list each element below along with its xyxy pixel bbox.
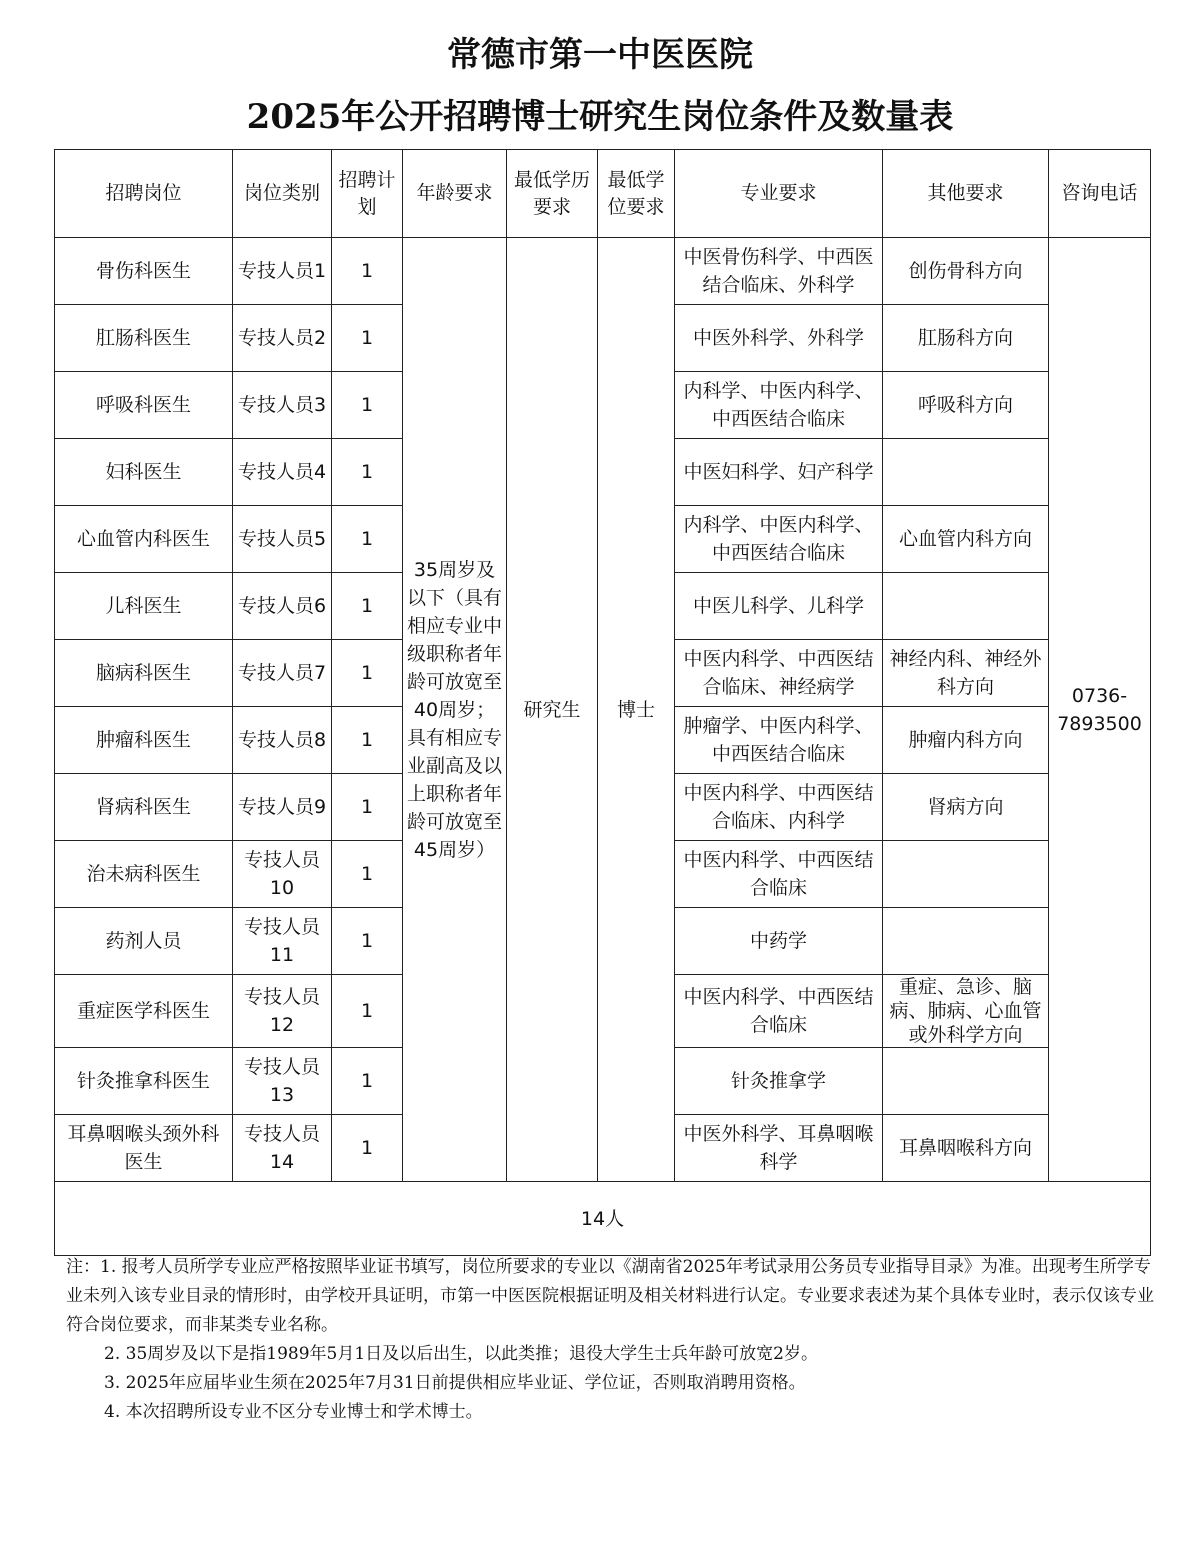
header-phone: 咨询电话 (1049, 150, 1151, 238)
cell-plan: 1 (332, 1048, 403, 1115)
cell-position: 针灸推拿科医生 (55, 1048, 233, 1115)
cell-position: 肿瘤科医生 (55, 707, 233, 774)
cell-category: 专技人员4 (233, 439, 332, 506)
cell-category: 专技人员5 (233, 506, 332, 573)
cell-age-requirement: 35周岁及以下（具有相应专业中级职称者年龄可放宽至40周岁；具有相应专业副高及以上职称者年龄可放宽至45周岁） (403, 238, 507, 1182)
header-degree: 最低学位要求 (598, 150, 675, 238)
note-4: 4. 本次招聘所设专业不区分专业博士和学术博士。 (104, 1402, 483, 1422)
cell-plan: 1 (332, 238, 403, 305)
cell-major: 中医外科学、耳鼻咽喉科学 (675, 1115, 883, 1182)
cell-plan: 1 (332, 975, 403, 1048)
cell-position: 重症医学科医生 (55, 975, 233, 1048)
header-category: 岗位类别 (233, 150, 332, 238)
cell-other: 肿瘤内科方向 (883, 707, 1049, 774)
cell-plan: 1 (332, 573, 403, 640)
cell-category: 专技人员7 (233, 640, 332, 707)
cell-plan: 1 (332, 372, 403, 439)
cell-other (883, 908, 1049, 975)
cell-category: 专技人员12 (233, 975, 332, 1048)
cell-other (883, 1048, 1049, 1115)
cell-category: 专技人员13 (233, 1048, 332, 1115)
table-row (55, 238, 1151, 305)
cell-plan: 1 (332, 439, 403, 506)
cell-major: 内科学、中医内科学、中西医结合临床 (675, 372, 883, 439)
cell-position: 妇科医生 (55, 439, 233, 506)
cell-plan: 1 (332, 640, 403, 707)
cell-other: 心血管内科方向 (883, 506, 1049, 573)
header-other: 其他要求 (883, 150, 1049, 238)
cell-position: 药剂人员 (55, 908, 233, 975)
cell-other (883, 573, 1049, 640)
table-body (55, 238, 1151, 1256)
cell-category: 专技人员8 (233, 707, 332, 774)
cell-major: 中医妇科学、妇产科学 (675, 439, 883, 506)
cell-other (883, 841, 1049, 908)
cell-degree-requirement: 博士 (598, 238, 675, 1182)
cell-major: 针灸推拿学 (675, 1048, 883, 1115)
cell-plan: 1 (332, 774, 403, 841)
total-row (55, 1182, 1151, 1256)
cell-position: 骨伤科医生 (55, 238, 233, 305)
cell-category: 专技人员6 (233, 573, 332, 640)
cell-plan: 1 (332, 707, 403, 774)
cell-education-requirement: 研究生 (507, 238, 598, 1182)
cell-position: 耳鼻咽喉头颈外科医生 (55, 1115, 233, 1182)
header-row (55, 150, 1151, 238)
cell-major: 肿瘤学、中医内科学、中西医结合临床 (675, 707, 883, 774)
cell-position: 治未病科医生 (55, 841, 233, 908)
cell-category: 专技人员11 (233, 908, 332, 975)
cell-other (883, 439, 1049, 506)
cell-other: 肾病方向 (883, 774, 1049, 841)
cell-major: 中医内科学、中西医结合临床、神经病学 (675, 640, 883, 707)
cell-position: 心血管内科医生 (55, 506, 233, 573)
cell-category: 专技人员14 (233, 1115, 332, 1182)
cell-category: 专技人员3 (233, 372, 332, 439)
header-position: 招聘岗位 (55, 150, 233, 238)
cell-position: 脑病科医生 (55, 640, 233, 707)
cell-major: 中医骨伤科学、中西医结合临床、外科学 (675, 238, 883, 305)
cell-plan: 1 (332, 305, 403, 372)
header-plan: 招聘计划 (332, 150, 403, 238)
document-subtitle: 2025年公开招聘博士研究生岗位条件及数量表 (246, 97, 954, 137)
note-2: 2. 35周岁及以下是指1989年5月1日及以后出生，以此类推；退役大学生士兵年龄可放宽2岁。 (104, 1344, 818, 1364)
notes-section (66, 1253, 1156, 1427)
document-title: 常德市第一中医医院 (447, 35, 753, 75)
cell-phone: 0736-7893500 (1049, 238, 1151, 1182)
cell-category: 专技人员2 (233, 305, 332, 372)
cell-plan: 1 (332, 1115, 403, 1182)
cell-position: 肛肠科医生 (55, 305, 233, 372)
header-major: 专业要求 (675, 150, 883, 238)
cell-position: 呼吸科医生 (55, 372, 233, 439)
cell-category: 专技人员1 (233, 238, 332, 305)
header-education: 最低学历要求 (507, 150, 598, 238)
cell-category: 专技人员9 (233, 774, 332, 841)
cell-major: 中药学 (675, 908, 883, 975)
cell-other: 创伤骨科方向 (883, 238, 1049, 305)
header-age: 年龄要求 (403, 150, 507, 238)
cell-plan: 1 (332, 908, 403, 975)
cell-other: 呼吸科方向 (883, 372, 1049, 439)
note-1: 注：1. 报考人员所学专业应严格按照毕业证书填写，岗位所要求的专业以《湖南省2025年考试录用公务员专业指导目录》为准。出现考生所学专业未列入该专业目录的情形时，由学校开具证明，市第一中医医院根据证明及相关材料进行认定。专业要求表述为某个具体专业时，表示仅该专业符合岗位要求，而非某类专业名称。 (66, 1257, 1154, 1335)
total-count: 14人 (55, 1182, 1151, 1256)
cell-major: 中医内科学、中西医结合临床 (675, 841, 883, 908)
cell-other: 重症、急诊、脑病、肺病、心血管或外科学方向 (883, 975, 1049, 1048)
cell-major: 中医外科学、外科学 (675, 305, 883, 372)
cell-plan: 1 (332, 506, 403, 573)
cell-category: 专技人员10 (233, 841, 332, 908)
cell-major: 内科学、中医内科学、中西医结合临床 (675, 506, 883, 573)
note-3: 3. 2025年应届毕业生须在2025年7月31日前提供相应毕业证、学位证，否则取消聘用资格。 (104, 1373, 806, 1393)
cell-other: 耳鼻咽喉科方向 (883, 1115, 1049, 1182)
cell-major: 中医儿科学、儿科学 (675, 573, 883, 640)
cell-other: 肛肠科方向 (883, 305, 1049, 372)
cell-plan: 1 (332, 841, 403, 908)
cell-major: 中医内科学、中西医结合临床 (675, 975, 883, 1048)
cell-other: 神经内科、神经外科方向 (883, 640, 1049, 707)
cell-position: 儿科医生 (55, 573, 233, 640)
cell-major: 中医内科学、中西医结合临床、内科学 (675, 774, 883, 841)
recruitment-table (54, 149, 1151, 1256)
cell-position: 肾病科医生 (55, 774, 233, 841)
